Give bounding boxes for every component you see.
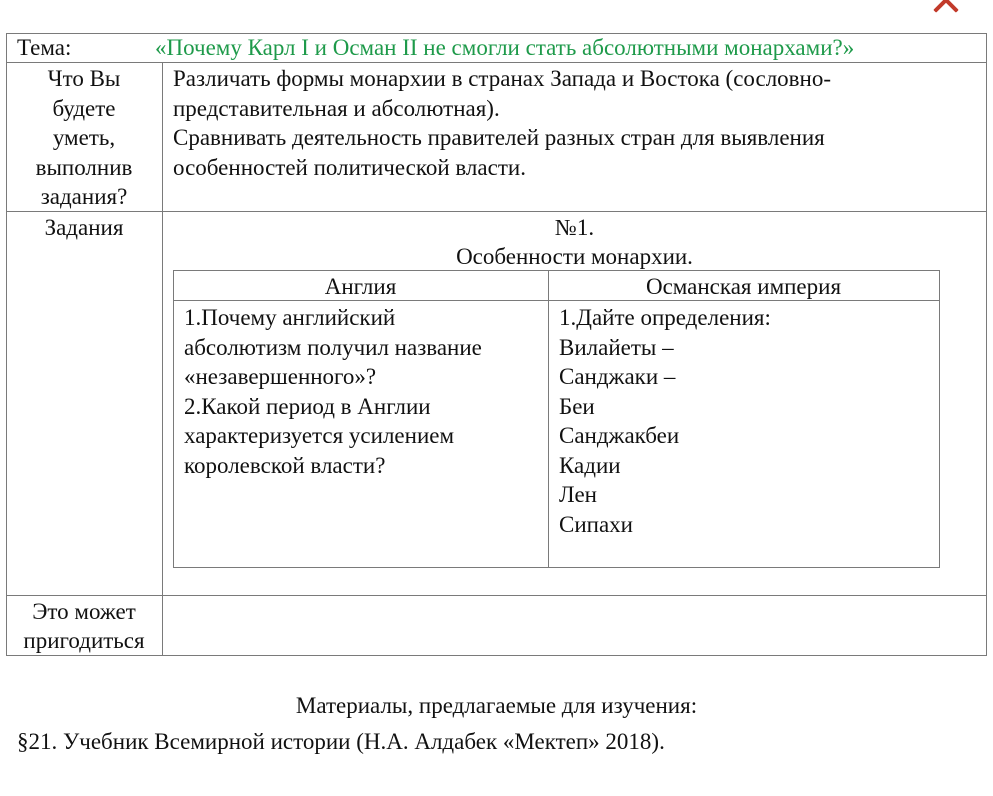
- england-line: 1.Почему английский: [184, 305, 396, 330]
- ottoman-line: Вилайеты –: [559, 335, 674, 360]
- inner-table-left: [173, 270, 174, 568]
- ottoman-line: Санджакбеи: [559, 423, 680, 448]
- table-divider-3: [6, 595, 987, 596]
- skills-text-line: Различать формы монархии в странах Запада и Востока (сословно-: [173, 66, 831, 91]
- ottoman-line: Сипахи: [559, 512, 633, 537]
- inner-table-top: [173, 270, 940, 271]
- england-line: характеризуется усилением: [184, 423, 455, 448]
- table-column-divider: [162, 62, 163, 656]
- ottoman-line: Кадии: [559, 453, 621, 478]
- topic-label: Тема:: [17, 35, 72, 60]
- england-line: королевской власти?: [184, 453, 386, 478]
- ottoman-line: Лен: [559, 482, 597, 507]
- materials-heading: Материалы, предлагаемые для изучения:: [295, 693, 698, 718]
- task-number: №1.: [554, 215, 595, 240]
- skills-label-line: Что Вы: [47, 66, 121, 91]
- inner-table-bottom: [173, 567, 940, 568]
- ottoman-line: Санджаки –: [559, 364, 676, 389]
- skills-label-line: задания?: [40, 184, 128, 209]
- inner-table-right: [939, 270, 940, 568]
- close-icon[interactable]: [921, 0, 971, 14]
- skills-label-line: будете: [52, 96, 116, 121]
- skills-label-line: выполнив: [35, 155, 133, 180]
- ottoman-line: Беи: [559, 394, 595, 419]
- column-header-ottoman: Османская империя: [645, 274, 842, 299]
- england-line: 2.Какой период в Англии: [184, 394, 431, 419]
- table-border-right: [986, 33, 987, 656]
- england-line: абсолютизм получил название: [184, 335, 482, 360]
- topic-title: «Почему Карл I и Осман II не смогли стать абсолютными монархами?»: [155, 35, 855, 60]
- skills-label-line: уметь,: [52, 125, 116, 150]
- skills-text-line: особенностей политической власти.: [173, 155, 526, 180]
- task-subtitle: Особенности монархии.: [456, 244, 693, 269]
- column-header-england: Англия: [324, 274, 397, 299]
- skills-text-line: представительная и абсолютная).: [173, 96, 500, 121]
- ottoman-line: 1.Дайте определения:: [559, 305, 771, 330]
- skills-text-line: Сравнивать деятельность правителей разных стран для выявления: [173, 125, 825, 150]
- inner-table-middle: [548, 270, 549, 568]
- useful-label-line: пригодиться: [23, 628, 145, 653]
- tasks-label: Задания: [44, 215, 124, 240]
- england-line: «незавершенного»?: [184, 364, 377, 389]
- materials-source: §21. Учебник Всемирной истории (Н.А. Алдабек «Мектеп» 2018).: [17, 729, 665, 754]
- useful-label-line: Это может: [32, 599, 136, 624]
